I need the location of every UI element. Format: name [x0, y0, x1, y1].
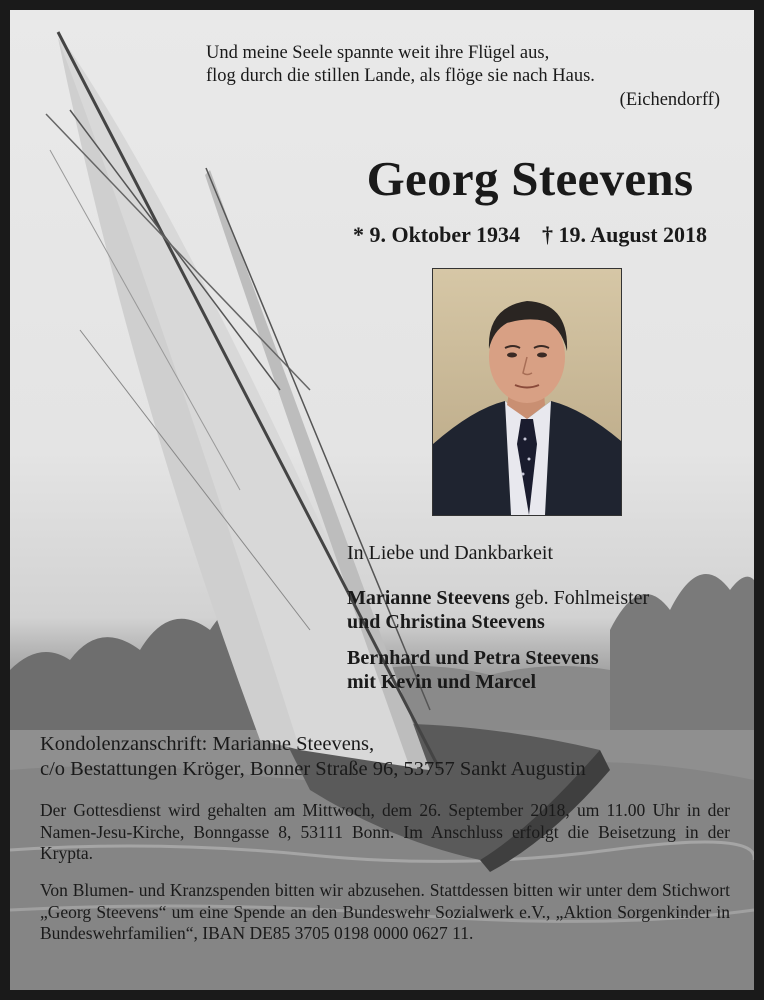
condolence-line-2: c/o Bestattungen Kröger, Bonner Straße 96, 53757 Sankt Augustin	[40, 758, 586, 780]
mourners-list	[347, 586, 747, 706]
portrait-image	[433, 269, 621, 515]
deceased-name: Georg Steevens	[366, 151, 694, 206]
motto-line-1: Und meine Seele spannte weit ihre Flügel aus,	[206, 43, 550, 63]
obituary-notice	[10, 10, 754, 990]
mourner-name-primary: Marianne Steevens	[347, 587, 510, 609]
mourner-group-2	[347, 646, 747, 694]
death-date: † 19. August 2018	[542, 222, 708, 247]
motto-quote	[206, 42, 726, 88]
motto-source: (Eichendorff)	[619, 90, 720, 110]
condolence-line-1: Kondolenzanschrift: Marianne Steevens,	[40, 733, 375, 755]
mourner-group-1	[347, 586, 747, 634]
mourner-name-secondary: und Christina Steevens	[347, 611, 545, 633]
motto-line-2: flog durch die stillen Lande, als flöge sie nach Haus.	[206, 66, 595, 86]
life-dates	[320, 222, 740, 248]
mourner-family-line-1: Bernhard und Petra Steevens	[347, 647, 599, 669]
dedication-line: In Liebe und Dankbarkeit	[347, 542, 554, 564]
mourner-maiden-name: geb. Fohlmeister	[509, 587, 650, 609]
mourner-family-line-2: mit Kevin und Marcel	[347, 671, 537, 693]
condolence-address	[40, 732, 740, 782]
funeral-service-info: Der Gottesdienst wird gehalten am Mittwoch, dem 26. September 2018, um 11.00 Uhr in der Namen-Jesu-Kirche, Bonngasse 8, 53111 Bonn. Im Anschluss erfolgt die Beisetzung in der Krypta.	[40, 800, 730, 863]
birth-date: * 9. Oktober 1934	[352, 222, 520, 247]
portrait-photo	[432, 268, 622, 516]
donation-request: Von Blumen- und Kranzspenden bitten wir abzusehen. Stattdessen bitten wir unter dem Stichwort „Georg Steevens“ um eine Spende an den Bundeswehr Sozialwerk e.V., „Aktion Sorgenkinder in Bundeswehrfamilien“, IBAN DE85 3705 0198 0000 0627 11.	[40, 880, 730, 943]
